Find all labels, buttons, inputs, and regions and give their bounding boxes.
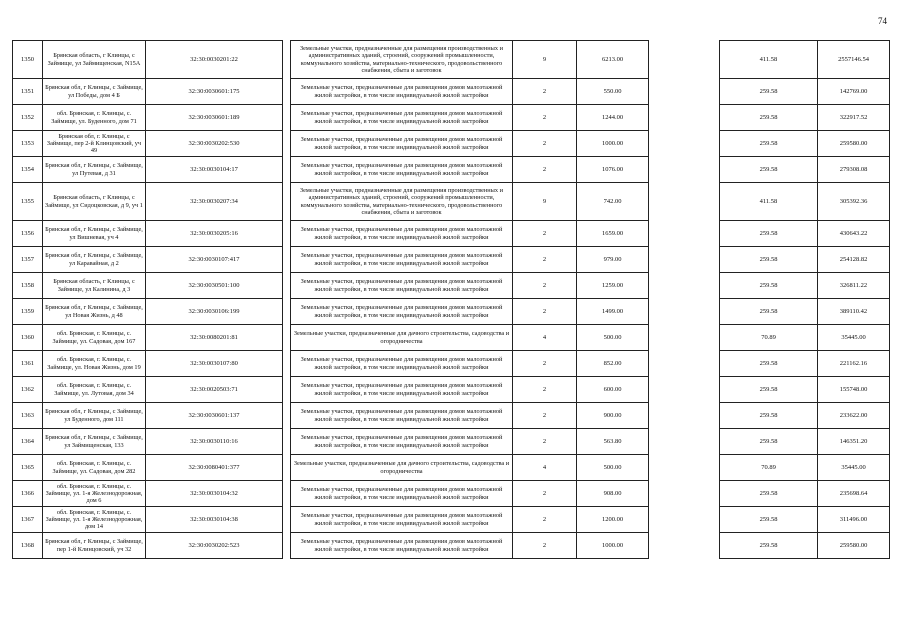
area-cell: 1200.00 <box>577 507 649 533</box>
specific-value-cell: 259.58 <box>720 403 818 429</box>
row-number-cell: 1357 <box>13 247 43 273</box>
land-use-cell: Земельные участки, предназначенные для размещения домов малоэтажной жилой застройки, в том числе индивидуальной жилой застройки <box>291 429 513 455</box>
table-row <box>13 247 890 273</box>
specific-value-cell: 259.58 <box>720 79 818 105</box>
cadastral-number-cell: 32:30:0020503:71 <box>146 377 283 403</box>
table-row <box>13 157 890 183</box>
use-type-code-cell: 2 <box>513 157 577 183</box>
land-use-cell: Земельные участки, предназначенные для размещения домов малоэтажной жилой застройки, в том числе индивидуальной жилой застройки <box>291 131 513 157</box>
table-row <box>13 41 890 79</box>
spacer-cell <box>649 325 720 351</box>
specific-value-cell: 259.58 <box>720 429 818 455</box>
cadastral-number-cell: 32:30:0030601:137 <box>146 403 283 429</box>
cadastral-value-cell: 35445.00 <box>818 455 890 481</box>
cadastral-number-cell: 32:30:0030104:17 <box>146 157 283 183</box>
cadastral-number-cell: 32:30:0080201:81 <box>146 325 283 351</box>
spacer-cell <box>283 157 291 183</box>
table-row <box>13 79 890 105</box>
cadastral-value-cell: 35445.00 <box>818 325 890 351</box>
cadastral-value-cell: 259580.00 <box>818 533 890 559</box>
cadastral-value-cell: 155748.00 <box>818 377 890 403</box>
address-cell: обл. Брянская, г. Клинцы, с. Займище, ул. Садовая, дом 167 <box>43 325 146 351</box>
address-cell: Брянская обл, г Клинцы, с Займище, пер 1-й Клинцовский, уч 32 <box>43 533 146 559</box>
area-cell: 500.00 <box>577 325 649 351</box>
spacer-cell <box>283 403 291 429</box>
spacer-cell <box>649 247 720 273</box>
row-number-cell: 1358 <box>13 273 43 299</box>
row-number-cell: 1362 <box>13 377 43 403</box>
cadastral-value-cell: 430643.22 <box>818 221 890 247</box>
row-number-cell: 1353 <box>13 131 43 157</box>
row-number-cell: 1356 <box>13 221 43 247</box>
use-type-code-cell: 2 <box>513 299 577 325</box>
row-number-cell: 1355 <box>13 183 43 221</box>
table-row <box>13 221 890 247</box>
row-number-cell: 1361 <box>13 351 43 377</box>
spacer-cell <box>283 481 291 507</box>
land-use-cell: Земельные участки, предназначенные для дачного строительства, садоводства и огородничества <box>291 325 513 351</box>
cadastral-value-cell: 221162.16 <box>818 351 890 377</box>
address-cell: Брянская обл, г Клинцы, с Займище, ул Путевая, д 31 <box>43 157 146 183</box>
address-cell: Брянская обл, г Клинцы, с Займище, ул Победы, дом 4 Б <box>43 79 146 105</box>
area-cell: 1244.00 <box>577 105 649 131</box>
table-row <box>13 481 890 507</box>
spacer-cell <box>649 221 720 247</box>
row-number-cell: 1351 <box>13 79 43 105</box>
spacer-cell <box>283 41 291 79</box>
spacer-cell <box>283 533 291 559</box>
land-use-cell: Земельные участки, предназначенные для размещения домов малоэтажной жилой застройки, в том числе индивидуальной жилой застройки <box>291 507 513 533</box>
row-number-cell: 1363 <box>13 403 43 429</box>
land-use-cell: Земельные участки, предназначенные для размещения домов малоэтажной жилой застройки, в том числе индивидуальной жилой застройки <box>291 299 513 325</box>
land-use-cell: Земельные участки, предназначенные для размещения домов малоэтажной жилой застройки, в том числе индивидуальной жилой застройки <box>291 221 513 247</box>
specific-value-cell: 259.58 <box>720 377 818 403</box>
address-cell: обл. Брянская, г. Клинцы, с. Займище, ул. 1-я Железнодорожная, дом 6 <box>43 481 146 507</box>
land-use-cell: Земельные участки, предназначенные для размещения производственных и административных зданий, строений, сооружений промышленности, коммунального хозяйства, материально-технического, продовольственного снабжения, сбыта и заготовок <box>291 183 513 221</box>
area-cell: 1499.00 <box>577 299 649 325</box>
land-use-cell: Земельные участки, предназначенные для размещения домов малоэтажной жилой застройки, в том числе индивидуальной жилой застройки <box>291 533 513 559</box>
specific-value-cell: 259.58 <box>720 273 818 299</box>
address-cell: Брянская обл, г. Клинцы, с Займище, пер 2-й Клинцовский, уч 49 <box>43 131 146 157</box>
cadastral-value-cell: 254128.82 <box>818 247 890 273</box>
spacer-cell <box>283 131 291 157</box>
area-cell: 1000.00 <box>577 533 649 559</box>
cadastral-value-cell: 305392.36 <box>818 183 890 221</box>
spacer-cell <box>283 105 291 131</box>
spacer-cell <box>283 79 291 105</box>
address-cell: Брянская обл, г Клинцы, с Займище, ул Займищенская, 133 <box>43 429 146 455</box>
cadastral-number-cell: 32:30:0030202:530 <box>146 131 283 157</box>
address-cell: обл. Брянская, г. Клинцы, с. Займище, ул. Садовая, дом 282 <box>43 455 146 481</box>
cadastral-number-cell: 32:30:0030501:100 <box>146 273 283 299</box>
area-cell: 1659.00 <box>577 221 649 247</box>
use-type-code-cell: 2 <box>513 403 577 429</box>
area-cell: 500.00 <box>577 455 649 481</box>
use-type-code-cell: 9 <box>513 41 577 79</box>
table-row <box>13 299 890 325</box>
page-number: 74 <box>878 16 887 26</box>
area-cell: 908.00 <box>577 481 649 507</box>
spacer-cell <box>283 273 291 299</box>
cadastral-value-cell: 259580.00 <box>818 131 890 157</box>
use-type-code-cell: 2 <box>513 273 577 299</box>
spacer-cell <box>649 183 720 221</box>
address-cell: Брянская область, г Клинцы, с Займище, ул Калинина, д 3 <box>43 273 146 299</box>
use-type-code-cell: 2 <box>513 377 577 403</box>
table-row <box>13 351 890 377</box>
cadastral-number-cell: 32:30:0030104:32 <box>146 481 283 507</box>
spacer-cell <box>649 131 720 157</box>
cadastral-value-table <box>12 40 890 559</box>
table-row <box>13 507 890 533</box>
row-number-cell: 1368 <box>13 533 43 559</box>
area-cell: 1076.00 <box>577 157 649 183</box>
row-number-cell: 1359 <box>13 299 43 325</box>
address-cell: Брянская обл, г Клинцы, с Займище, ул Вишневая, уч 4 <box>43 221 146 247</box>
spacer-cell <box>649 455 720 481</box>
spacer-cell <box>649 79 720 105</box>
land-use-cell: Земельные участки, предназначенные для размещения домов малоэтажной жилой застройки, в том числе индивидуальной жилой застройки <box>291 273 513 299</box>
use-type-code-cell: 2 <box>513 429 577 455</box>
specific-value-cell: 411.58 <box>720 183 818 221</box>
land-use-cell: Земельные участки, предназначенные для размещения домов малоэтажной жилой застройки, в том числе индивидуальной жилой застройки <box>291 351 513 377</box>
land-use-cell: Земельные участки, предназначенные для размещения производственных и административных зданий, строений, сооружений промышленности, коммунального хозяйства, материально-технического, продовольственного снабжения, сбыта и заготовок <box>291 41 513 79</box>
spacer-cell <box>283 351 291 377</box>
land-use-cell: Земельные участки, предназначенные для размещения домов малоэтажной жилой застройки, в том числе индивидуальной жилой застройки <box>291 377 513 403</box>
cadastral-number-cell: 32:30:0030110:16 <box>146 429 283 455</box>
table-row <box>13 273 890 299</box>
use-type-code-cell: 2 <box>513 351 577 377</box>
row-number-cell: 1360 <box>13 325 43 351</box>
specific-value-cell: 259.58 <box>720 221 818 247</box>
specific-value-cell: 411.58 <box>720 41 818 79</box>
area-cell: 979.00 <box>577 247 649 273</box>
spacer-cell <box>283 507 291 533</box>
land-use-cell: Земельные участки, предназначенные для размещения домов малоэтажной жилой застройки, в том числе индивидуальной жилой застройки <box>291 481 513 507</box>
row-number-cell: 1350 <box>13 41 43 79</box>
table-row <box>13 105 890 131</box>
address-cell: Брянская обл, г Клинцы, с Займище, ул Буденного, дом 111 <box>43 403 146 429</box>
table-row <box>13 131 890 157</box>
use-type-code-cell: 2 <box>513 247 577 273</box>
specific-value-cell: 259.58 <box>720 351 818 377</box>
address-cell: Брянская обл, г Клинцы, с Займище, ул Новая Жизнь, д 48 <box>43 299 146 325</box>
spacer-cell <box>649 351 720 377</box>
land-use-cell: Земельные участки, предназначенные для размещения домов малоэтажной жилой застройки, в том числе индивидуальной жилой застройки <box>291 157 513 183</box>
cadastral-value-cell: 326811.22 <box>818 273 890 299</box>
address-cell: обл. Брянская, г. Клинцы, с. Займище, ул. Буденного, дом 71 <box>43 105 146 131</box>
row-number-cell: 1364 <box>13 429 43 455</box>
table-row <box>13 183 890 221</box>
table-row <box>13 325 890 351</box>
use-type-code-cell: 4 <box>513 455 577 481</box>
spacer-cell <box>649 41 720 79</box>
cadastral-number-cell: 32:30:0030205:16 <box>146 221 283 247</box>
spacer-cell <box>283 221 291 247</box>
specific-value-cell: 259.58 <box>720 507 818 533</box>
use-type-code-cell: 2 <box>513 533 577 559</box>
spacer-cell <box>649 299 720 325</box>
area-cell: 1000.00 <box>577 131 649 157</box>
address-cell: Брянская обл, г Клинцы, с Займище, ул Каравайная, д 2 <box>43 247 146 273</box>
use-type-code-cell: 2 <box>513 79 577 105</box>
cadastral-number-cell: 32:30:0030207:34 <box>146 183 283 221</box>
specific-value-cell: 70.89 <box>720 325 818 351</box>
use-type-code-cell: 2 <box>513 131 577 157</box>
specific-value-cell: 259.58 <box>720 533 818 559</box>
area-cell: 742.00 <box>577 183 649 221</box>
spacer-cell <box>283 183 291 221</box>
address-cell: обл. Брянская, г. Клинцы, с. Займище, ул. Лутовая, дом 34 <box>43 377 146 403</box>
use-type-code-cell: 2 <box>513 105 577 131</box>
land-use-cell: Земельные участки, предназначенные для размещения домов малоэтажной жилой застройки, в том числе индивидуальной жилой застройки <box>291 403 513 429</box>
row-number-cell: 1367 <box>13 507 43 533</box>
cadastral-value-cell: 389110.42 <box>818 299 890 325</box>
area-cell: 600.00 <box>577 377 649 403</box>
cadastral-value-cell: 311496.00 <box>818 507 890 533</box>
cadastral-number-cell: 32:30:0030202:523 <box>146 533 283 559</box>
row-number-cell: 1354 <box>13 157 43 183</box>
area-cell: 852.00 <box>577 351 649 377</box>
use-type-code-cell: 4 <box>513 325 577 351</box>
spacer-cell <box>283 377 291 403</box>
address-cell: обл. Брянская, г. Клинцы, с. Займище, ул. 1-я Железнодорожная, дом 14 <box>43 507 146 533</box>
use-type-code-cell: 2 <box>513 221 577 247</box>
row-number-cell: 1365 <box>13 455 43 481</box>
table-row <box>13 429 890 455</box>
specific-value-cell: 259.58 <box>720 157 818 183</box>
spacer-cell <box>283 429 291 455</box>
use-type-code-cell: 2 <box>513 481 577 507</box>
row-number-cell: 1366 <box>13 481 43 507</box>
area-cell: 1259.00 <box>577 273 649 299</box>
address-cell: обл. Брянская, г. Клинцы, с. Займище, ул. Новая Жизнь, дом 19 <box>43 351 146 377</box>
spacer-cell <box>649 507 720 533</box>
land-use-cell: Земельные участки, предназначенные для размещения домов малоэтажной жилой застройки, в том числе индивидуальной жилой застройки <box>291 105 513 131</box>
specific-value-cell: 259.58 <box>720 481 818 507</box>
cadastral-number-cell: 32:30:0080401:377 <box>146 455 283 481</box>
spacer-cell <box>649 429 720 455</box>
area-cell: 900.00 <box>577 403 649 429</box>
table-row <box>13 455 890 481</box>
spacer-cell <box>649 481 720 507</box>
cadastral-number-cell: 32:30:0030104:38 <box>146 507 283 533</box>
row-number-cell: 1352 <box>13 105 43 131</box>
cadastral-value-cell: 233622.00 <box>818 403 890 429</box>
specific-value-cell: 259.58 <box>720 131 818 157</box>
specific-value-cell: 259.58 <box>720 105 818 131</box>
spacer-cell <box>649 533 720 559</box>
cadastral-value-cell: 235698.64 <box>818 481 890 507</box>
use-type-code-cell: 9 <box>513 183 577 221</box>
spacer-cell <box>283 325 291 351</box>
spacer-cell <box>649 403 720 429</box>
spacer-cell <box>283 299 291 325</box>
spacer-cell <box>283 247 291 273</box>
area-cell: 6213.00 <box>577 41 649 79</box>
land-use-cell: Земельные участки, предназначенные для размещения домов малоэтажной жилой застройки, в том числе индивидуальной жилой застройки <box>291 79 513 105</box>
area-cell: 550.00 <box>577 79 649 105</box>
spacer-cell <box>649 105 720 131</box>
cadastral-value-cell: 146351.20 <box>818 429 890 455</box>
cadastral-number-cell: 32:30:0030601:189 <box>146 105 283 131</box>
cadastral-number-cell: 32:30:0030107:80 <box>146 351 283 377</box>
table-row <box>13 403 890 429</box>
specific-value-cell: 70.89 <box>720 455 818 481</box>
specific-value-cell: 259.58 <box>720 299 818 325</box>
cadastral-value-cell: 322917.52 <box>818 105 890 131</box>
table-row <box>13 533 890 559</box>
cadastral-number-cell: 32:30:0030107:417 <box>146 247 283 273</box>
cadastral-value-cell: 2557146.54 <box>818 41 890 79</box>
spacer-cell <box>649 273 720 299</box>
cadastral-value-cell: 142769.00 <box>818 79 890 105</box>
cadastral-value-cell: 279308.08 <box>818 157 890 183</box>
use-type-code-cell: 2 <box>513 507 577 533</box>
spacer-cell <box>649 157 720 183</box>
specific-value-cell: 259.58 <box>720 247 818 273</box>
land-use-cell: Земельные участки, предназначенные для дачного строительства, садоводства и огородничества <box>291 455 513 481</box>
land-use-cell: Земельные участки, предназначенные для размещения домов малоэтажной жилой застройки, в том числе индивидуальной жилой застройки <box>291 247 513 273</box>
table-row <box>13 377 890 403</box>
spacer-cell <box>283 455 291 481</box>
cadastral-number-cell: 32:30:0030201:22 <box>146 41 283 79</box>
address-cell: Брянская область, г Клинцы, с Займище, ул Сидоцковская, д 9, уч 1 <box>43 183 146 221</box>
address-cell: Брянская область, г Клинцы, с Займище, ул Займищенская, N15А <box>43 41 146 79</box>
cadastral-number-cell: 32:30:0030106:199 <box>146 299 283 325</box>
spacer-cell <box>649 377 720 403</box>
cadastral-number-cell: 32:30:0030601:175 <box>146 79 283 105</box>
area-cell: 563.80 <box>577 429 649 455</box>
